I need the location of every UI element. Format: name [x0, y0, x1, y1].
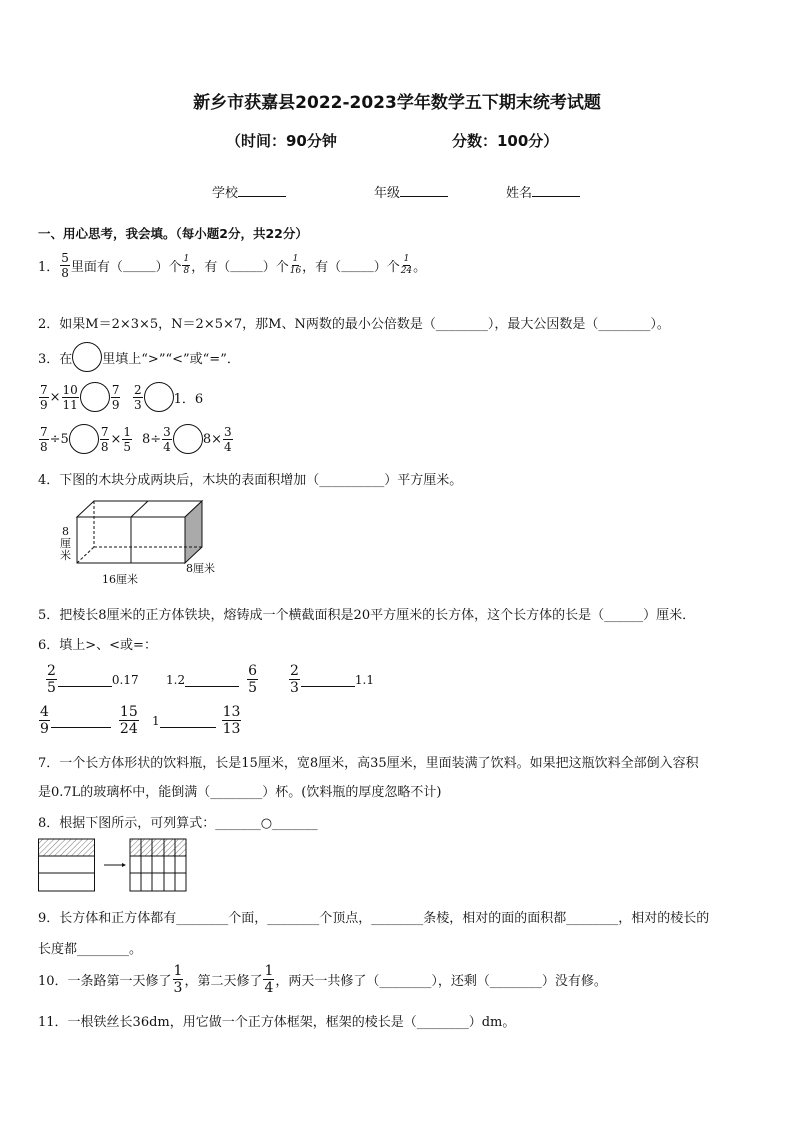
- name-field[interactable]: 姓名: [506, 182, 580, 201]
- compare-circle[interactable]: [69, 424, 99, 454]
- question-8: 8．根据下图所示，可列算式：_______○_______: [38, 816, 318, 831]
- grade-field[interactable]: 年级: [374, 182, 448, 201]
- q6-item: $\frac{2}{3}$ 1.1: [290, 663, 375, 696]
- q6-item: $\frac{2}{5}$ 0.17: [47, 663, 139, 696]
- question-3-row-2: $\frac{7}{8}$ ÷5 $\frac{7}{8}$ × $\frac{1}{5}$: [40, 424, 131, 454]
- compare-circle: [72, 342, 102, 372]
- height-label: 8 厘米: [60, 525, 71, 562]
- question-11: 11．一根铁丝长36dm，用它做一个正方体框架，框架的棱长是（________）dm。: [38, 1015, 516, 1030]
- school-field[interactable]: 学校: [212, 182, 286, 201]
- question-9-line-2: 长度都________。: [38, 942, 143, 957]
- question-3-row-1b: $\frac{2}{3}$ 1．6: [134, 382, 204, 412]
- exam-score: 分数：100分）: [452, 132, 559, 150]
- question-7: 7．一个长方体形状的饮料瓶，长是15厘米，宽8厘米，高35厘米，里面装满了饮料。如果把这瓶饮料全部倒入容积: [38, 756, 699, 771]
- answer-blank[interactable]: [160, 727, 216, 728]
- length-label: 16厘米: [102, 573, 138, 586]
- q6-item: 1.2 $\frac{6}{5}$: [166, 663, 258, 696]
- section-heading: 一、用心思考，我会填。（每小题2分，共22分）: [38, 226, 308, 241]
- question-6: 6．填上>、<或=：: [38, 638, 157, 653]
- question-3-row-1: $\frac{7}{9}$ × $\frac{10}{11}$ $\frac{7}{9}$: [40, 382, 120, 412]
- answer-blank[interactable]: [51, 727, 111, 728]
- answer-blank[interactable]: _____: [341, 258, 374, 273]
- q6-item: 1 $\frac{13}{13}$: [152, 704, 241, 737]
- question-3: 3．在 里填上“>”“<”或“=”．: [38, 342, 240, 372]
- question-1: 1． $\frac{5}{8}$ 里面有（ _____ ）个 $\frac{1}{8}$ ，有（ _____ ）个 $\frac{1}{16}$ ，有（ _____ ）个 $\frac{1}{24}$ 。: [38, 251, 427, 280]
- fraction-diagram: [38, 838, 190, 894]
- question-5: 5．把棱长8厘米的正方体铁块，熔铸成一个横截面积是20平方厘米的长方体，这个长方体的长是（______）厘米．: [38, 608, 696, 623]
- answer-blank[interactable]: [301, 686, 355, 687]
- compare-circle[interactable]: [173, 424, 203, 454]
- question-3-row-2b: 8÷ $\frac{3}{4}$ 8× $\frac{3}{4}$: [142, 424, 232, 454]
- page-title: 新乡市获嘉县2022-2023学年数学五下期末统考试题: [193, 93, 601, 113]
- question-7-line-2: 是0.7L的玻璃杯中，能倒满（________）杯。(饮料瓶的厚度忽略不计): [38, 785, 442, 800]
- question-2: 2．如果M＝2×3×5，N＝2×5×7，那M、N两数的最小公倍数是（________），最大公因数是（________）。: [38, 317, 670, 332]
- answer-blank[interactable]: [185, 686, 239, 687]
- answer-blank[interactable]: [58, 686, 112, 687]
- question-9: 9．长方体和正方体都有________个面，________个顶点，________条棱，相对的面的面积都________，相对的棱长的: [38, 911, 710, 926]
- question-10: 10．一条路第一天修了 $\frac{1}{3}$ ，第二天修了 $\frac{1}{4}$ ，两天一共修了（________），还剩（________）没有修。: [38, 963, 607, 996]
- question-4: 4．下图的木块分成两块后，木块的表面积增加（__________）平方厘米。: [38, 473, 463, 488]
- compare-circle[interactable]: [80, 382, 110, 412]
- compare-circle[interactable]: [144, 382, 174, 412]
- answer-blank[interactable]: _____: [122, 258, 156, 273]
- answer-blank[interactable]: _____: [230, 258, 263, 273]
- exam-time: （时间：90分钟: [226, 132, 337, 150]
- q6-item: $\frac{4}{9}$ $\frac{15}{24}$: [40, 704, 138, 737]
- depth-label: 8厘米: [186, 562, 215, 575]
